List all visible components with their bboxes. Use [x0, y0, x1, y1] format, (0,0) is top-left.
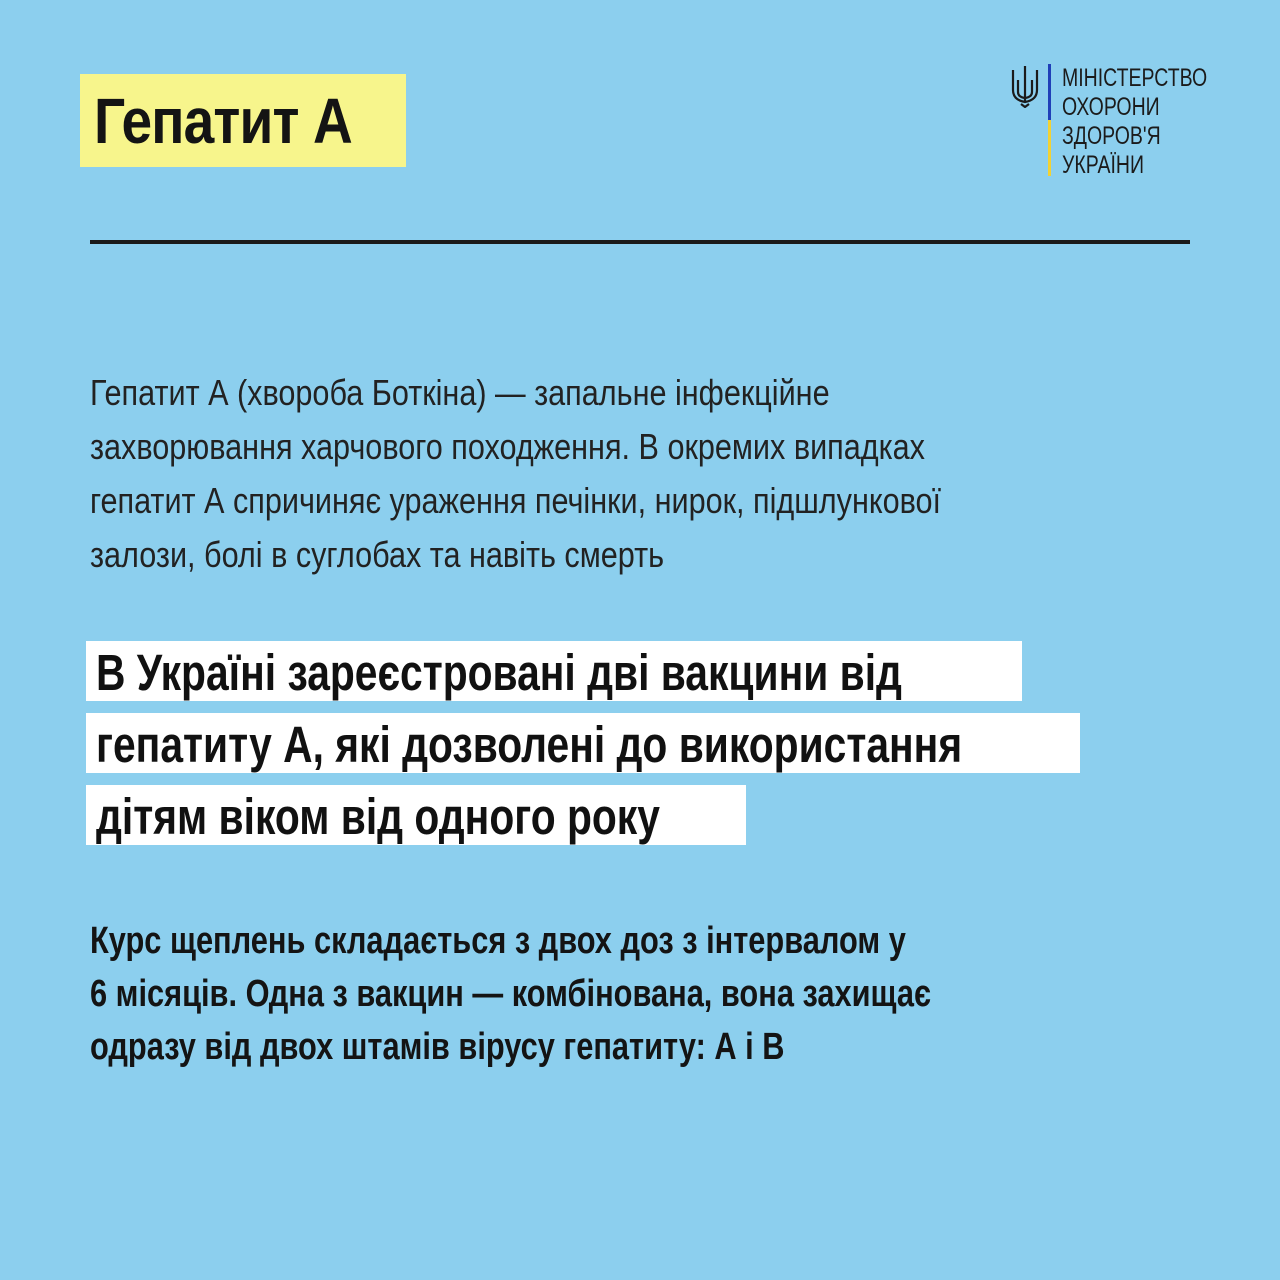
highlight-text: дітям віком від одного року [96, 788, 660, 845]
title-badge [80, 74, 406, 167]
logo-line: ОХОРОНИ [1062, 93, 1160, 121]
page-title: Гепатит А [94, 84, 352, 157]
intro-line: захворювання харчового походження. В окремих випадках [90, 426, 925, 467]
course-paragraph [90, 915, 1062, 1074]
highlight-text: В Україні зареєстровані дві вакцини від [96, 644, 902, 701]
course-line: Курс щеплень складається з двох доз з інтервалом у [90, 920, 906, 962]
highlight-line [86, 713, 1080, 773]
header-divider [90, 240, 1190, 244]
course-line: 6 місяців. Одна з вакцин — комбінована, вона захищає [90, 973, 932, 1015]
highlight-line [86, 785, 746, 845]
logo-line: ЗДОРОВ'Я [1062, 122, 1161, 150]
logo-divider [1048, 64, 1051, 176]
intro-line: залози, болі в суглобах та навіть смерть [90, 534, 665, 575]
logo-line: МІНІСТЕРСТВО [1062, 64, 1208, 92]
course-line: одразу від двох штамів вірусу гепатиту: А і В [90, 1026, 785, 1068]
logo-text [1062, 64, 1207, 180]
highlight-text: гепатиту А, які дозволені до використання [96, 716, 963, 773]
intro-line: гепатит А спричиняє ураження печінки, нирок, підшлункової [90, 480, 942, 521]
highlight-line [86, 641, 1022, 701]
intro-line: Гепатит А (хвороба Боткіна) — запальне інфекційне [90, 372, 830, 413]
intro-paragraph [90, 366, 1093, 582]
logo-line: УКРАЇНИ [1062, 151, 1144, 179]
trident-icon [1010, 64, 1040, 108]
ministry-logo [1010, 64, 1208, 182]
